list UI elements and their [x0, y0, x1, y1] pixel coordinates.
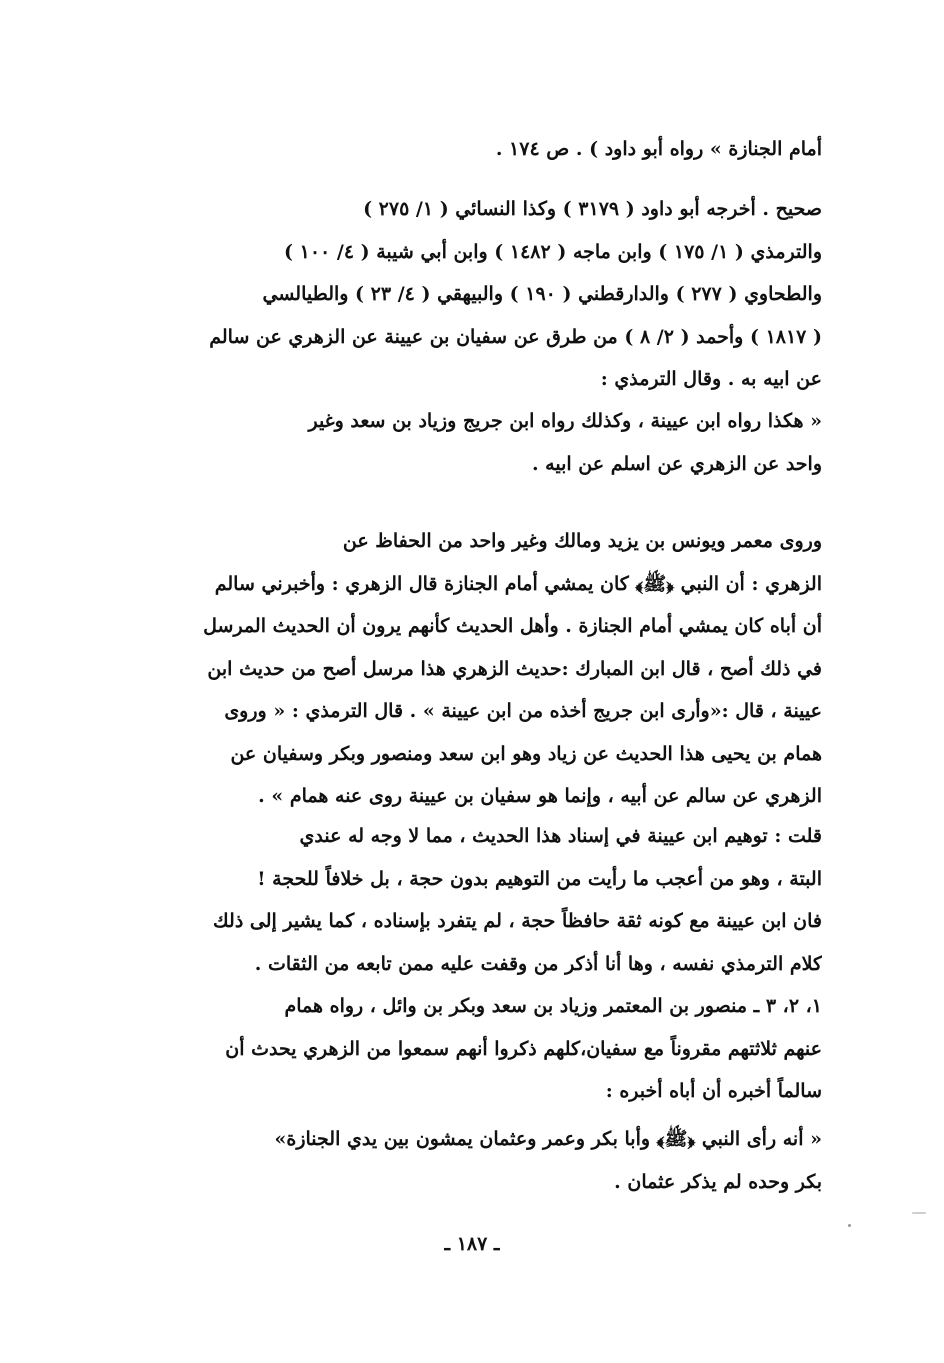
- scan-speck: [848, 1224, 851, 1227]
- text-line: بكر وحده لم يذكر عثمان .: [614, 1170, 822, 1193]
- paragraph-2: [138, 188, 822, 401]
- paragraph-4: [138, 520, 822, 818]
- paragraph-1: [138, 128, 822, 171]
- text-line: ١، ٢، ٣ ـ منصور بن المعتمر وزياد بن سعد وبكر بن وائل ، رواه همام: [284, 995, 822, 1017]
- text-line: قلت : توهيم ابن عيينة في إسناد هذا الحديث ، مما لا وجه له عندي: [299, 825, 822, 847]
- text-line: واحد عن الزهري عن اسلم عن ابيه .: [531, 452, 822, 475]
- text-line: همام بن يحيى هذا الحديث عن زياد وهو ابن سعد ومنصور وبكر وسفيان عن: [230, 742, 822, 765]
- text-line: في ذلك أصح ، قال ابن المبارك :حديث الزهري هذا مرسل أصح من حديث ابن: [207, 657, 822, 680]
- text-line: والترمذي ( ١/ ١٧٥ ) وابن ماجه ( ١٤٨٢ ) وابن أبي شيبة ( ٤/ ١٠٠ ): [284, 240, 822, 263]
- text-line: ( ١٨١٧ ) وأحمد ( ٢/ ٨ ) من طرق عن سفيان بن عيينة عن الزهري عن سالم: [209, 325, 822, 348]
- text-line: الزهري عن سالم عن أبيه ، وإنما هو سفيان بن عيينة روى عنه همام » .: [258, 785, 822, 807]
- text-line: عن ابيه به . وقال الترمذي :: [600, 368, 822, 390]
- text-line: أن أباه كان يمشي أمام الجنازة . وأهل الحديث كأنهم يرون أن الحديث المرسل: [203, 615, 822, 637]
- text-line: والطحاوي ( ٢٧٧ ) والدارقطني ( ١٩٠ ) والبيهقي ( ٤/ ٢٣ ) والطيالسي: [262, 283, 822, 305]
- text-line: « هكذا رواه ابن عيينة ، وكذلك رواه ابن جريج وزياد بن سعد وغير: [308, 410, 822, 432]
- text-line: وروى معمر ويونس بن يزيد ومالك وغير واحد من الحفاظ عن: [342, 530, 822, 552]
- paragraph-7: [138, 1118, 822, 1203]
- scan-speck: [912, 1212, 926, 1214]
- text-line: سالماً أخبره أن أباه أخبره :: [605, 1080, 822, 1102]
- text-line: الزهري : أن النبي ﴿ﷺ﴾ كان يمشي أمام الجنازة قال الزهري : وأخبرني سالم: [214, 572, 822, 595]
- text-line: فان ابن عيينة مع كونه ثقة حافظاً حجة ، لم يتفرد بإسناده ، كما يشير إلى ذلك: [213, 910, 822, 932]
- paragraph-5: [138, 815, 822, 985]
- text-line: عنهم ثلاثتهم مقروناً مع سفيان،كلهم ذكروا أنهم سمعوا من الزهري يحدث أن: [225, 1037, 822, 1060]
- paragraph-6: [138, 985, 822, 1113]
- paragraph-3: [138, 400, 822, 485]
- text-line: كلام الترمذي نفسه ، وها أنا أذكر من وقفت عليه ممن تابعه من الثقات .: [254, 952, 822, 975]
- text-line: أمام الجنازة » رواه أبو داود ) . ص ١٧٤ .: [495, 138, 822, 160]
- text-line: عيينة ، قال :«وأرى ابن جريج أخذه من ابن عيينة » . قال الترمذي : « وروى: [224, 700, 822, 722]
- page-number: ـ ١٨٧ ـ: [444, 1233, 500, 1255]
- text-line: « أنه رأى النبي ﴿ﷺ﴾ وأبا بكر وعمر وعثمان يمشون بين يدي الجنازة»: [274, 1128, 822, 1150]
- text-line: البتة ، وهو من أعجب ما رأيت من التوهيم بدون حجة ، بل خلافاً للحجة !: [257, 867, 822, 890]
- text-line: صحيح . أخرجه أبو داود ( ٣١٧٩ ) وكذا النسائي ( ١/ ٢٧٥ ): [363, 198, 822, 220]
